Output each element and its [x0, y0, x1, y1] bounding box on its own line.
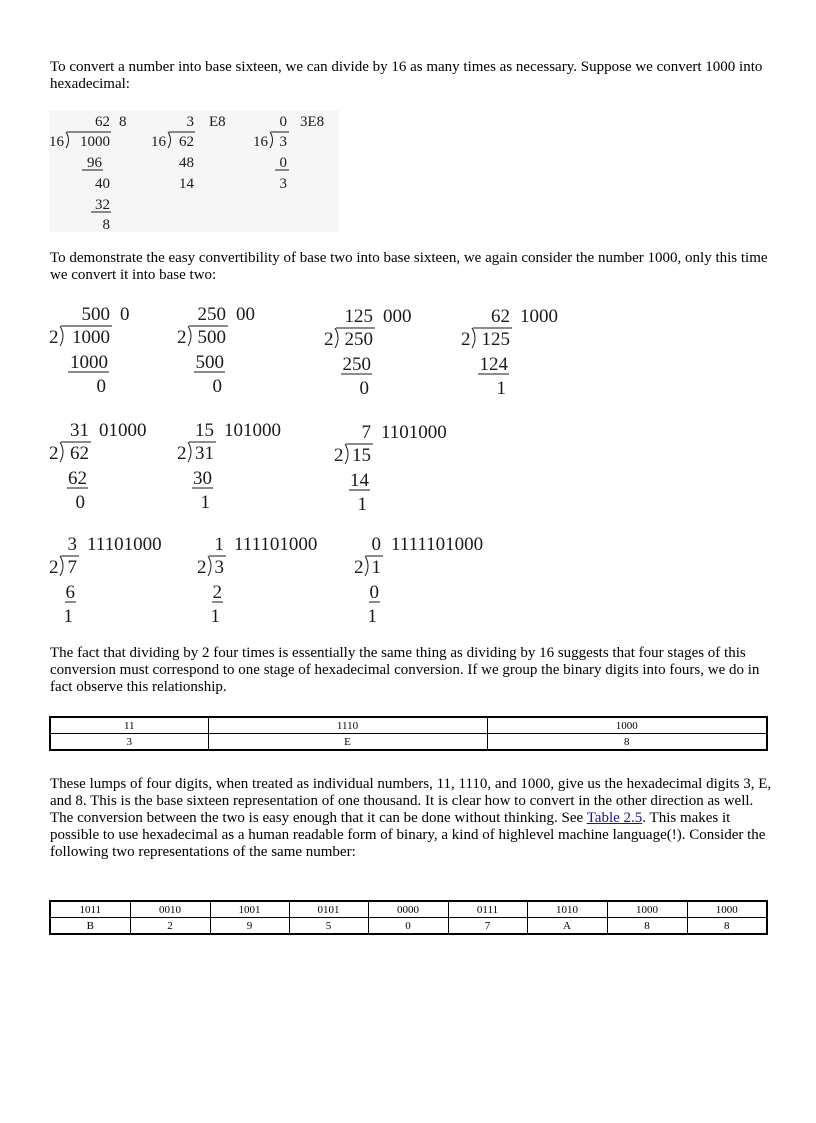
divisor: 2 [354, 557, 364, 578]
remainder: 40 [95, 176, 110, 192]
quotient: 62 [95, 114, 110, 130]
product: 48 [179, 155, 194, 171]
binary-division-step-8 [49, 534, 162, 627]
table-cell: 11 [50, 717, 208, 734]
binary-division-step-7 [334, 422, 447, 515]
remainder: 1 [63, 606, 73, 627]
division-bracket [188, 442, 191, 462]
quotient: 15 [195, 420, 214, 441]
division-bracket [472, 328, 475, 348]
dividend: 15 [352, 445, 371, 466]
quotient: 62 [491, 306, 510, 327]
dividend: 3 [214, 557, 224, 578]
quotient: 250 [197, 304, 226, 325]
hex-division-figure [49, 110, 339, 232]
table-cell: 7 [448, 918, 527, 935]
table-cell: 0101 [289, 901, 368, 918]
division-bracket [60, 556, 63, 576]
table-row [50, 901, 767, 918]
grouping-table [49, 716, 768, 751]
divisor: 16 [49, 134, 64, 150]
quotient: 1 [214, 534, 224, 555]
binary-division-step-10 [354, 534, 483, 627]
table-row [50, 717, 767, 734]
remainder: 8 [102, 217, 110, 233]
intro-paragraph: To convert a number into base sixteen, we can divide by 16 as many times as necessary. Suppose we convert 1000 into hexadecimal: [50, 59, 763, 92]
result-digits: 111101000 [234, 534, 318, 555]
binary-division-step-9 [197, 534, 317, 627]
quotient: 0 [371, 534, 381, 555]
result-digits: 000 [383, 306, 412, 327]
text-segment: These lumps of four digits, when treated as individual numbers, 11, 1110, and 1000, give us the hexadecimal digits 3, E, and 8. This is the base sixteen representation of one thousand. It is clear how to convert in the other direction as well. The conversion between the two is easy enough that it can be done without thinking. See [50, 776, 772, 826]
dividend: 7 [67, 557, 77, 578]
result-digits: 8 [119, 114, 127, 130]
dividend: 62 [179, 134, 194, 150]
table-cell: A [527, 918, 607, 935]
table-row [50, 918, 767, 935]
divisor: 16 [253, 134, 268, 150]
dividend: 1000 [80, 134, 110, 150]
divisor: 2 [461, 329, 471, 350]
table-cell: E [208, 734, 487, 751]
result-digits: 1000 [520, 306, 558, 327]
product: 96 [87, 155, 102, 171]
table-cell: B [50, 918, 130, 935]
divisor: 2 [49, 327, 59, 348]
result-digits: 11101000 [87, 534, 162, 555]
product: 250 [342, 354, 371, 375]
product: 1000 [70, 352, 108, 373]
quotient: 125 [344, 306, 373, 327]
representation-table [49, 900, 768, 935]
remainder: 1 [200, 492, 210, 513]
table-cell: 1011 [50, 901, 130, 918]
table-cell: 8 [687, 918, 767, 935]
dividend: 125 [481, 329, 510, 350]
result-digits: 101000 [224, 420, 281, 441]
table-cell: 5 [289, 918, 368, 935]
divisor: 2 [324, 329, 334, 350]
division-bracket [208, 556, 211, 576]
relationship-paragraph: The fact that dividing by 2 four times is essentially the same thing as dividing by 16 suggests that four stages of this conversion must correspond to one stage of hexadecimal conversion. If we group the binary digits into fours, we do in fact observe this relationship. [50, 645, 760, 695]
product: 0 [369, 582, 379, 603]
table-cell: 0000 [368, 901, 448, 918]
divisor: 2 [49, 557, 59, 578]
quotient: 31 [70, 420, 89, 441]
remainder: 14 [179, 176, 194, 192]
result-digits: 00 [236, 304, 255, 325]
product: 500 [195, 352, 224, 373]
result-digits: E8 [209, 114, 226, 130]
division-bracket [60, 442, 63, 462]
dividend: 31 [195, 443, 214, 464]
table-cell: 0 [368, 918, 448, 935]
quotient: 3 [186, 114, 194, 130]
table-cell: 1001 [210, 901, 289, 918]
division-bracket [335, 328, 338, 348]
product: 62 [68, 468, 87, 489]
product: 0 [279, 155, 287, 171]
result-digits: 3E8 [300, 114, 325, 130]
quotient: 7 [361, 422, 371, 443]
table-cell: 1110 [208, 717, 487, 734]
binary-division-step-1 [49, 304, 130, 397]
divisor: 2 [49, 443, 59, 464]
quotient: 3 [67, 534, 77, 555]
table-cell: 1010 [527, 901, 607, 918]
product: 14 [350, 470, 369, 491]
table-cell: 2 [130, 918, 210, 935]
product: 2 [212, 582, 222, 603]
binary-division-figure [49, 302, 579, 630]
divisor: 2 [197, 557, 207, 578]
product: 32 [95, 197, 110, 213]
table-cell: 0010 [130, 901, 210, 918]
divisor: 2 [334, 445, 344, 466]
table-cell: 8 [607, 918, 687, 935]
remainder: 0 [212, 376, 222, 397]
remainder: 1 [367, 606, 377, 627]
dividend: 1 [371, 557, 381, 578]
dividend: 3 [279, 134, 287, 150]
result-digits: 1101000 [381, 422, 447, 443]
product: 124 [479, 354, 508, 375]
binary-division-step-5 [49, 420, 147, 513]
table-cell: 3 [50, 734, 208, 751]
divisor: 16 [151, 134, 166, 150]
table-cell: 1000 [607, 901, 687, 918]
division-bracket [365, 556, 368, 576]
hex-explanation-paragraph [50, 776, 774, 861]
dividend: 250 [344, 329, 373, 350]
table-cell: 0111 [448, 901, 527, 918]
table-cell: 9 [210, 918, 289, 935]
product: 6 [65, 582, 75, 603]
quotient: 500 [81, 304, 110, 325]
remainder: 1 [357, 494, 367, 515]
table-row [50, 734, 767, 751]
binary-intro-paragraph: To demonstrate the easy convertibility of base two into base sixteen, we again consider the number 1000, only this time we convert it into base two: [50, 250, 768, 283]
product: 30 [193, 468, 212, 489]
result-digits: 1111101000 [391, 534, 484, 555]
division-bracket [60, 326, 63, 346]
division-bracket [188, 326, 191, 346]
divisor: 2 [177, 443, 187, 464]
dividend: 1000 [72, 327, 110, 348]
remainder: 1 [210, 606, 220, 627]
binary-division-step-4 [461, 306, 558, 399]
remainder: 0 [96, 376, 106, 397]
dividend: 62 [70, 443, 89, 464]
table-cell: 1000 [487, 717, 767, 734]
binary-division-step-6 [177, 420, 281, 513]
table-cell: 8 [487, 734, 767, 751]
division-bracket [345, 444, 348, 464]
divisor: 2 [177, 327, 187, 348]
quotient: 0 [279, 114, 287, 130]
remainder: 3 [279, 176, 287, 192]
dividend: 500 [197, 327, 226, 348]
binary-division-step-3 [324, 306, 412, 399]
result-digits: 01000 [99, 420, 147, 441]
table-2-5-link[interactable]: Table 2.5 [586, 810, 643, 826]
binary-division-step-2 [177, 304, 255, 397]
text-segment: . This makes it possible to use hexadecimal as a human readable form of binary, a kind of highlevel machine language(!). Consider the following two representations of the same number: [50, 810, 766, 860]
remainder: 0 [75, 492, 85, 513]
result-digits: 0 [120, 304, 130, 325]
remainder: 1 [496, 378, 506, 399]
remainder: 0 [359, 378, 369, 399]
table-cell: 1000 [687, 901, 767, 918]
